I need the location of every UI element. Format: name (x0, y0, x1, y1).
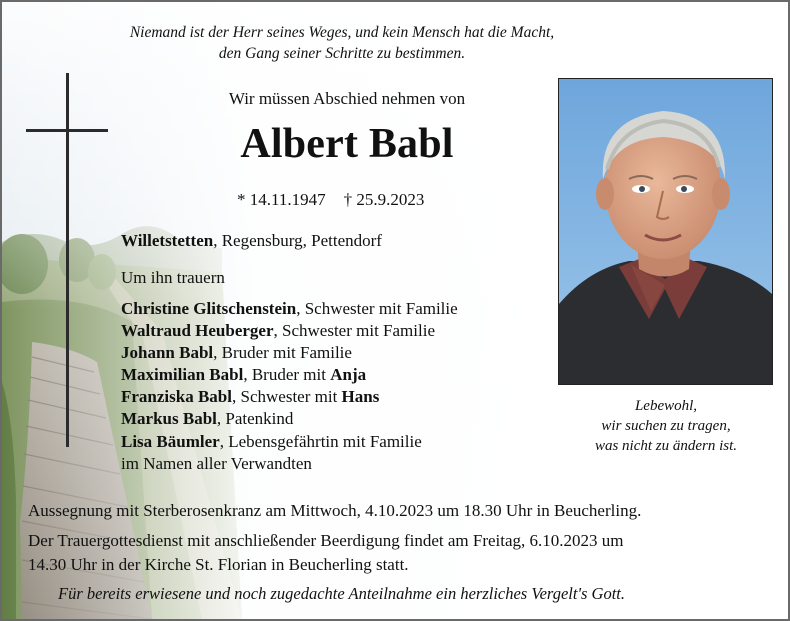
death-date: † 25.9.2023 (343, 190, 425, 209)
service-line-3: 14.30 Uhr in der Kirche St. Florian in Beucherling statt. (28, 555, 409, 574)
farewell-line-3: was nicht zu ändern ist. (594, 438, 738, 454)
cross-horizontal-bar (26, 129, 108, 132)
motto-line-1: Niemand ist der Herr seines Weges, und kein Mensch hat die Macht, (129, 24, 555, 41)
mourners-list (121, 298, 458, 475)
place-main: Willetstetten (121, 231, 214, 250)
service-line-1: Aussegnung mit Sterberosenkranz am Mittwoch, 4.10.2023 um 18.30 Uhr in Beucherling. (28, 501, 642, 520)
birth-date: * 14.11.1947 (237, 190, 326, 209)
life-dates (237, 190, 424, 210)
farewell-intro: Wir müssen Abschied nehmen von (228, 89, 466, 108)
farewell-verse (559, 396, 773, 456)
motto-line-2: den Gang seiner Schritte zu bestimmen. (218, 45, 466, 62)
mourner-row: Lisa Bäumler, Lebensgefährtin mit Familie (121, 431, 422, 451)
mourners-intro: Um ihn trauern (121, 268, 225, 287)
portrait-image (559, 79, 772, 384)
notice-content (2, 2, 788, 619)
mourner-row: Johann Babl, Bruder mit Familie (121, 343, 352, 363)
mourner-row: Waltraud Heuberger, Schwester mit Familie (121, 321, 435, 341)
farewell-line-1: Lebewohl, (634, 398, 698, 414)
mourner-row: Franziska Babl, Schwester mit Hans (121, 387, 380, 407)
mourner-row: Maximilian Babl, Bruder mit Anja (121, 365, 367, 385)
farewell-line-2: wir suchen zu tragen, (601, 418, 731, 434)
service-details (28, 499, 641, 577)
portrait-photo (558, 78, 773, 385)
mourner-row: im Namen aller Verwandten (121, 453, 312, 473)
mourner-row: Christine Glitschenstein, Schwester mit Familie (121, 299, 458, 318)
motto-quote (62, 22, 622, 64)
deceased-name: Albert Babl (240, 121, 454, 167)
thanks-line: Für bereits erwiesene und noch zugedachte Anteilnahme ein herzliches Vergelt's Gott. (58, 584, 626, 603)
service-line-2: Der Trauergottesdienst mit anschließender Beerdigung findet am Freitag, 6.10.2023 um (28, 531, 624, 550)
places-line (121, 231, 382, 251)
mourner-row: Markus Babl, Patenkind (121, 409, 294, 429)
place-others: , Regensburg, Pettendorf (213, 231, 382, 250)
